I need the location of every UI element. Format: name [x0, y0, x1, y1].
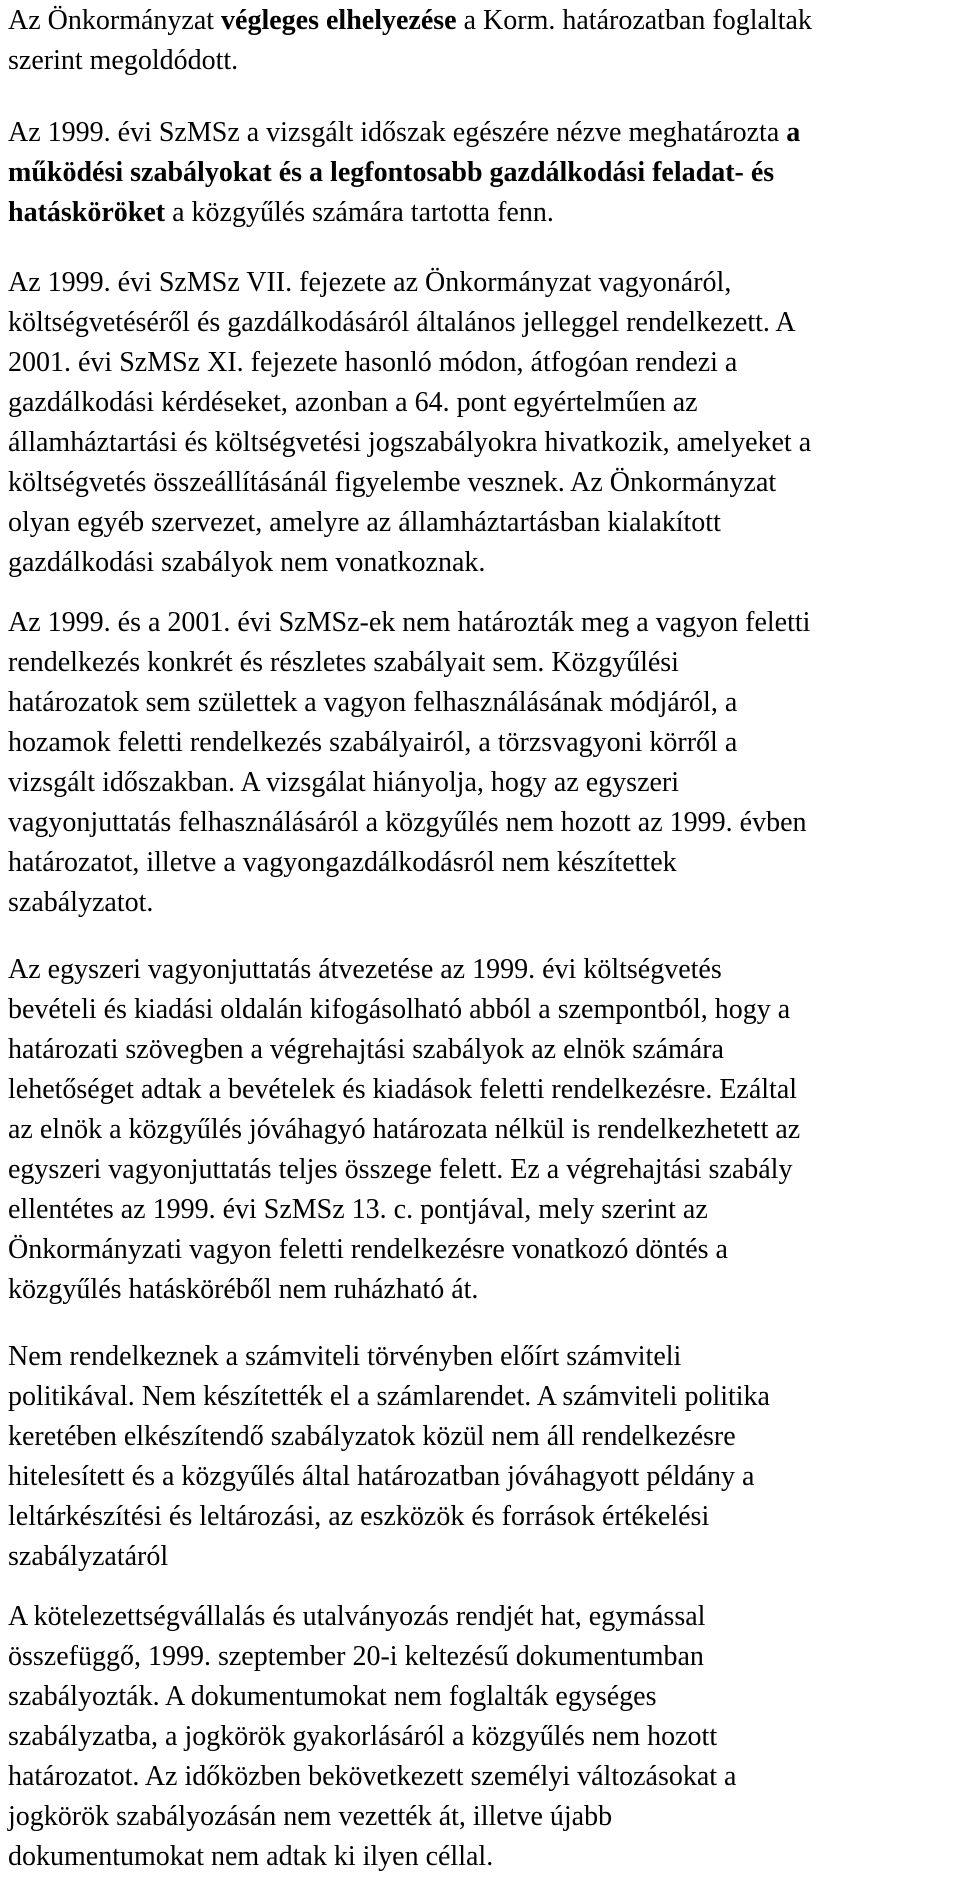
text-line: lehetőséget adtak a bevételek és kiadások feletti rendelkezésre. Ezáltal: [8, 1074, 798, 1105]
paragraph: [8, 1597, 958, 1877]
text-line: ellentétes az 1999. évi SzMSz 13. c. pontjával, mely szerint az: [8, 1194, 708, 1225]
text-line: rendelkezés konkrét és részletes szabályait sem. Közgyűlési: [8, 647, 679, 678]
text-line: költségvetés összeállításánál figyelembe vesznek. Az Önkormányzat: [8, 467, 777, 498]
text-line: államháztartási és költségvetési jogszabályokra hivatkozik, amelyeket a: [8, 427, 812, 458]
text-line: szabályzatba, a jogkörök gyakorlásáról a közgyűlés nem hozott: [8, 1721, 718, 1752]
bold-text-run: hatásköröket: [8, 197, 166, 228]
text-line: Az 1999. évi SzMSz VII. fejezete az Önkormányzat vagyonáról,: [8, 267, 732, 298]
text-line: szabályzatot.: [8, 887, 154, 918]
text-line: vizsgált időszakban. A vizsgálat hiányolja, hogy az egyszeri: [8, 767, 680, 798]
text-line: leltárkészítési és leltározási, az eszközök és források értékelési: [8, 1501, 710, 1532]
text-line: bevételi és kiadási oldalán kifogásolható abból a szempontból, hogy a: [8, 994, 791, 1025]
paragraph: [8, 950, 958, 1310]
text-line: összefüggő, 1999. szeptember 20-i keltezésű dokumentumban: [8, 1641, 704, 1672]
text-run: Az Önkormányzat: [8, 5, 222, 36]
paragraph: [8, 1, 958, 81]
text-line: [8, 113, 958, 153]
text-run: a Korm. határozatban foglaltak: [456, 5, 812, 36]
text-line: 2001. évi SzMSz XI. fejezete hasonló módon, átfogóan rendezi a: [8, 347, 738, 378]
text-line: egyszeri vagyonjuttatás teljes összege felett. Ez a végrehajtási szabály: [8, 1154, 793, 1185]
bold-text-run: végleges elhelyezése: [221, 5, 457, 36]
text-line: keretében elkészítendő szabályzatok közül nem áll rendelkezésre: [8, 1421, 736, 1452]
text-line: Önkormányzati vagyon feletti rendelkezésre vonatkozó döntés a: [8, 1234, 728, 1265]
paragraph: [8, 1337, 958, 1577]
text-line: gazdálkodási kérdéseket, azonban a 64. pont egyértelműen az: [8, 387, 698, 418]
text-line: szabályzatáról: [8, 1541, 169, 1572]
text-line: szerint megoldódott.: [8, 45, 239, 76]
text-run: Az 1999. évi SzMSz a vizsgált időszak egészére nézve meghatározta: [8, 117, 787, 148]
text-line: [8, 1, 958, 41]
text-line: határozati szövegben a végrehajtási szabályok az elnök számára: [8, 1034, 724, 1065]
text-line: határozatok sem születtek a vagyon felhasználásának módjáról, a: [8, 687, 738, 718]
text-line: határozatot, illetve a vagyongazdálkodásról nem készítettek: [8, 847, 677, 878]
text-line: olyan egyéb szervezet, amelyre az államháztartásban kialakított: [8, 507, 721, 538]
text-line: [8, 153, 958, 193]
text-run: a közgyűlés számára tartotta fenn.: [165, 197, 554, 228]
text-line: gazdálkodási szabályok nem vonatkoznak.: [8, 547, 486, 578]
text-line: hozamok feletti rendelkezés szabályairól, a törzsvagyoni körről a: [8, 727, 738, 758]
text-line: [8, 193, 958, 233]
paragraph: [8, 263, 958, 583]
text-line: vagyonjuttatás felhasználásáról a közgyűlés nem hozott az 1999. évben: [8, 807, 807, 838]
text-line: Az 1999. és a 2001. évi SzMSz-ek nem határozták meg a vagyon feletti: [8, 607, 811, 638]
text-line: A kötelezettségvállalás és utalványozás rendjét hat, egymással: [8, 1601, 706, 1632]
paragraph: [8, 603, 958, 923]
text-line: költségvetéséről és gazdálkodásáról általános jelleggel rendelkezett. A: [8, 307, 796, 338]
text-line: Az egyszeri vagyonjuttatás átvezetése az 1999. évi költségvetés: [8, 954, 722, 985]
text-line: közgyűlés hatásköréből nem ruházható át.: [8, 1274, 479, 1305]
paragraph: [8, 113, 958, 233]
text-line: Nem rendelkeznek a számviteli törvényben előírt számviteli: [8, 1341, 682, 1372]
text-line: dokumentumokat nem adtak ki ilyen céllal.: [8, 1841, 494, 1872]
text-line: határozatot. Az időközben bekövetkezett személyi változásokat a: [8, 1761, 737, 1792]
bold-text-run: a: [786, 117, 801, 148]
text-line: jogkörök szabályozásán nem vezették át, illetve újabb: [8, 1801, 613, 1832]
bold-text-run: működési szabályokat és a legfontosabb gazdálkodási feladat- és: [8, 157, 775, 188]
text-line: szabályozták. A dokumentumokat nem foglalták egységes: [8, 1681, 657, 1712]
text-line: az elnök a közgyűlés jóváhagyó határozata nélkül is rendelkezhetett az: [8, 1114, 801, 1145]
text-line: politikával. Nem készítették el a számlarendet. A számviteli politika: [8, 1381, 770, 1412]
text-line: hitelesített és a közgyűlés által határozatban jóváhagyott példány a: [8, 1461, 755, 1492]
